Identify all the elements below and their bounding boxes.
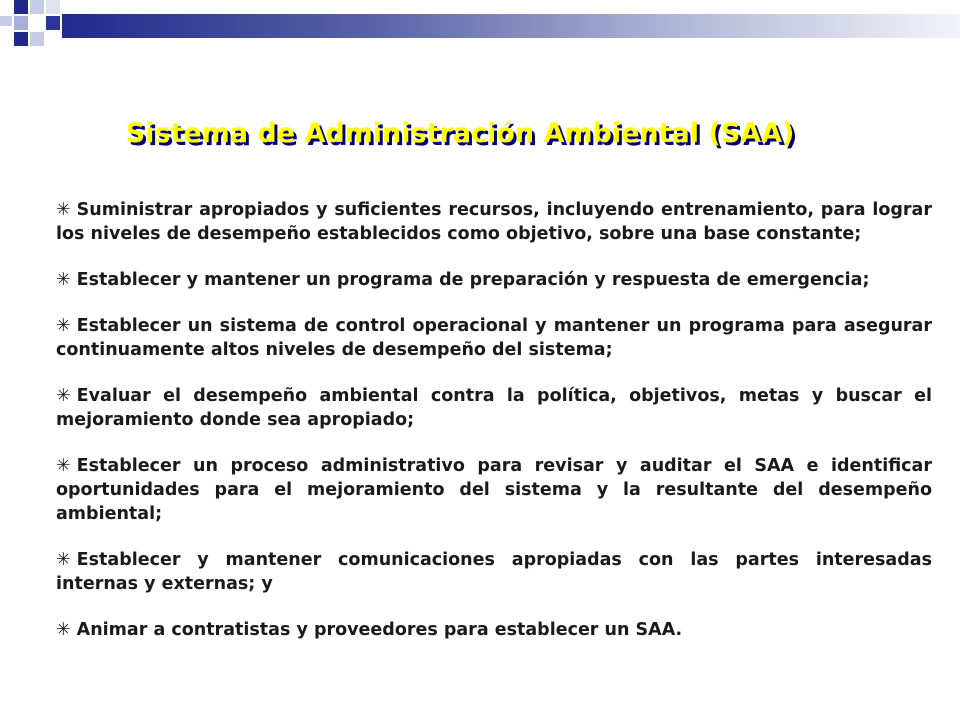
header-gradient-band	[62, 14, 960, 38]
asterisk-bullet-icon: ✳	[56, 456, 71, 476]
asterisk-bullet-icon: ✳	[56, 386, 71, 406]
bullet-item	[56, 268, 932, 292]
bullet-item	[56, 618, 932, 642]
bullet-text: Suministrar apropiados y suficientes recursos, incluyendo entrenamiento, para lograr los niveles de desempeño establecidos como objetivo, sobre una base constante;	[56, 200, 932, 244]
bullet-item	[56, 314, 932, 362]
asterisk-bullet-icon: ✳	[56, 270, 71, 290]
asterisk-bullet-icon: ✳	[56, 316, 71, 336]
header-square-decoration	[30, 0, 44, 14]
header-square-decoration	[46, 16, 60, 30]
bullet-text: Establecer un sistema de control operacional y mantener un programa para asegurar continuamente altos niveles de desempeño del sistema;	[56, 316, 932, 360]
bullet-list	[56, 198, 932, 664]
asterisk-bullet-icon: ✳	[56, 550, 71, 570]
header-square-decoration	[46, 0, 60, 14]
header-square-decoration	[0, 16, 12, 26]
bullet-item	[56, 198, 932, 246]
bullet-text: Animar a contratistas y proveedores para establecer un SAA.	[76, 620, 683, 640]
asterisk-bullet-icon: ✳	[56, 200, 71, 220]
header-square-decoration	[14, 16, 28, 30]
header-square-decoration	[30, 32, 44, 46]
asterisk-bullet-icon: ✳	[56, 620, 71, 640]
bullet-text: Establecer y mantener comunicaciones apropiadas con las partes interesadas internas y externas; y	[56, 550, 932, 594]
header-square-decoration	[14, 0, 28, 14]
bullet-text: Establecer un proceso administrativo para revisar y auditar el SAA e identificar oportunidades para el mejoramiento del sistema y la resultante del desempeño ambiental;	[56, 456, 932, 524]
slide-title: Sistema de Administración Ambiental (SAA)	[125, 118, 795, 149]
bullet-item	[56, 548, 932, 596]
bullet-text: Evaluar el desempeño ambiental contra la política, objetivos, metas y buscar el mejoramiento donde sea apropiado;	[56, 386, 932, 430]
bullet-item	[56, 454, 932, 526]
bullet-item	[56, 384, 932, 432]
header-square-decoration	[14, 32, 28, 46]
bullet-text: Establecer y mantener un programa de preparación y respuesta de emergencia;	[76, 270, 870, 290]
